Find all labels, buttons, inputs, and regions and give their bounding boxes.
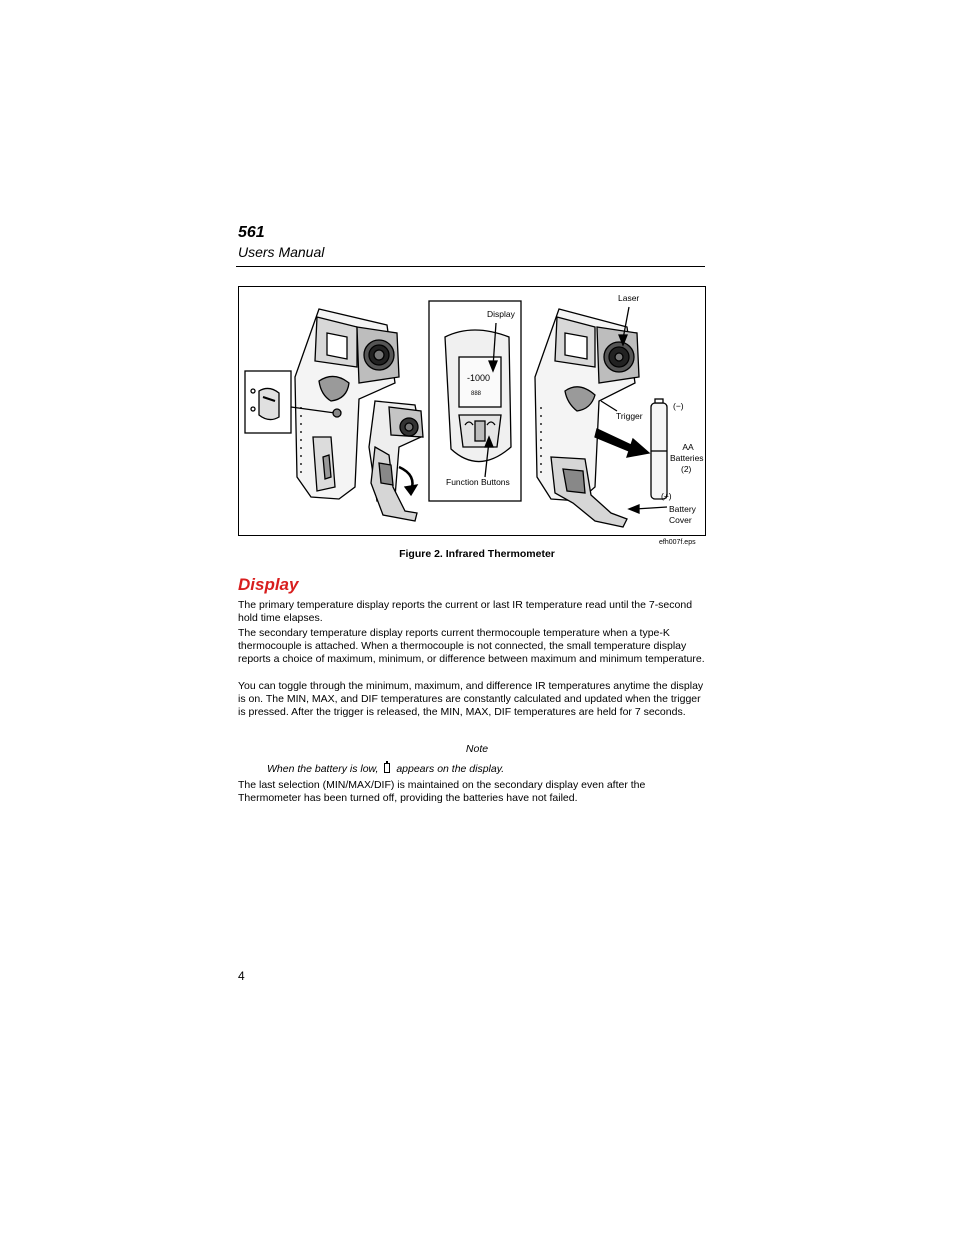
note-text-before: When the battery is low, bbox=[267, 763, 379, 775]
paragraph: The primary temperature display reports the current or last IR temperature read until the 7-second hold time elapses. bbox=[238, 599, 693, 624]
paragraph: The last selection (MIN/MAX/DIF) is maintained on the secondary display even after the Thermometer has been turned off, providing the batteries have not failed. bbox=[238, 779, 646, 804]
label-cover: Cover bbox=[669, 515, 692, 525]
label-trigger: Trigger bbox=[616, 411, 643, 421]
label-minus: (−) bbox=[673, 401, 684, 411]
label-plus: (+) bbox=[661, 491, 672, 501]
svg-text:888: 888 bbox=[471, 391, 482, 397]
note-text-after: appears on the display. bbox=[396, 763, 505, 775]
label-laser: Laser bbox=[618, 293, 640, 303]
note-title: Note bbox=[465, 743, 489, 755]
label-batteries: Batteries bbox=[670, 453, 704, 463]
label-display: Display bbox=[487, 309, 515, 319]
figure-caption: Figure 2. Infrared Thermometer bbox=[399, 548, 555, 560]
figure-infrared-thermometer bbox=[238, 286, 706, 536]
label-battery: Battery bbox=[669, 504, 696, 514]
svg-text:-1000: -1000 bbox=[467, 373, 491, 383]
model-number: 561 bbox=[238, 224, 265, 241]
section-heading: Display bbox=[238, 575, 299, 594]
label-batteries-count: (2) bbox=[681, 464, 692, 474]
manual-title: Users Manual bbox=[238, 244, 325, 260]
figure-file-name: efh007f.eps bbox=[659, 539, 696, 546]
paragraph: The secondary temperature display reports current thermocouple temperature when a type-K thermocouple is attached. When a thermocouple is not connected, the small temperature display reports a choice of maximum, minimum, or difference between maximum and minimum temperature. bbox=[238, 627, 705, 665]
page-number: 4 bbox=[238, 969, 245, 983]
battery-low-icon bbox=[384, 763, 390, 773]
paragraph: You can toggle through the minimum, maximum, and difference IR temperatures anytime the display is on. The MIN, MAX, and DIF temperatures are constantly calculated and updated when the trigger is pressed. After the trigger is released, the MIN, MAX, DIF temperatures are held for 7 seconds. bbox=[238, 680, 704, 718]
label-function-buttons: Function Buttons bbox=[446, 477, 510, 487]
note-text bbox=[267, 763, 504, 775]
header-rule bbox=[236, 266, 705, 267]
label-aa: AA bbox=[682, 442, 694, 452]
